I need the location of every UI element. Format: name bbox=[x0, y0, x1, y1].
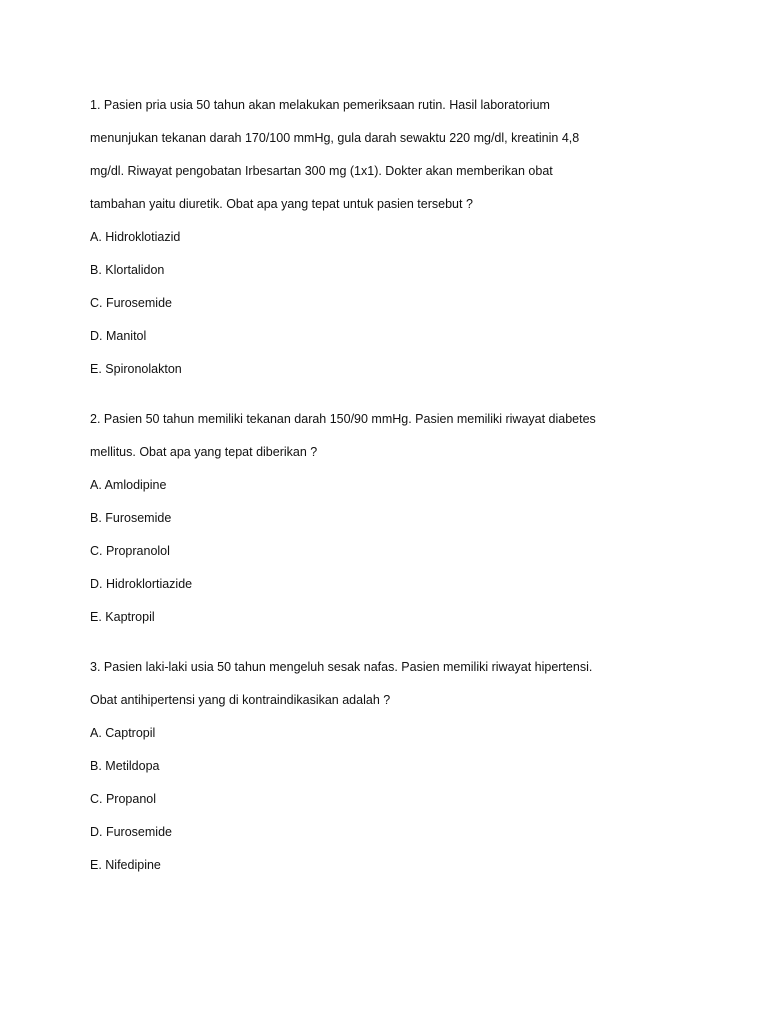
question-text-line: mg/dl. Riwayat pengobatan Irbesartan 300 mg (1x1). Dokter akan memberikan obat bbox=[90, 164, 553, 178]
answer-option-b: B. Klortalidon bbox=[90, 263, 165, 277]
question-list bbox=[90, 89, 710, 882]
answer-option-c: C. Furosemide bbox=[90, 296, 172, 310]
answer-option-e: E. Spironolakton bbox=[90, 362, 182, 376]
question-text-line: Obat antihipertensi yang di kontraindikasikan adalah ? bbox=[90, 693, 391, 707]
answer-option-d: D. Manitol bbox=[90, 329, 147, 343]
answer-option-e: E. Kaptropil bbox=[90, 610, 155, 624]
question-text-line: mellitus. Obat apa yang tepat diberikan ? bbox=[90, 445, 318, 459]
answer-option-d: D. Furosemide bbox=[90, 825, 172, 839]
answer-option-c: C. Propanol bbox=[90, 792, 157, 806]
question-text-line: 2. Pasien 50 tahun memiliki tekanan darah 150/90 mmHg. Pasien memiliki riwayat diabetes bbox=[90, 412, 596, 426]
answer-option-c: C. Propranolol bbox=[90, 544, 170, 558]
question-text-line: tambahan yaitu diuretik. Obat apa yang tepat untuk pasien tersebut ? bbox=[90, 197, 473, 211]
question-text-line: 3. Pasien laki-laki usia 50 tahun mengeluh sesak nafas. Pasien memiliki riwayat hipertensi. bbox=[90, 660, 593, 674]
answer-option-b: B. Furosemide bbox=[90, 511, 172, 525]
answer-option-a: A. Amlodipine bbox=[90, 478, 167, 492]
question-2 bbox=[90, 403, 710, 634]
question-text-line: menunjukan tekanan darah 170/100 mmHg, gula darah sewaktu 220 mg/dl, kreatinin 4,8 bbox=[90, 131, 580, 145]
question-text-line: 1. Pasien pria usia 50 tahun akan melakukan pemeriksaan rutin. Hasil laboratorium bbox=[90, 98, 550, 112]
question-1 bbox=[90, 89, 710, 386]
answer-option-d: D. Hidroklortiazide bbox=[90, 577, 193, 591]
answer-option-a: A. Hidroklotiazid bbox=[90, 230, 181, 244]
question-3 bbox=[90, 651, 710, 882]
answer-option-e: E. Nifedipine bbox=[90, 858, 161, 872]
answer-option-b: B. Metildopa bbox=[90, 759, 160, 773]
answer-option-a: A. Captropil bbox=[90, 726, 156, 740]
